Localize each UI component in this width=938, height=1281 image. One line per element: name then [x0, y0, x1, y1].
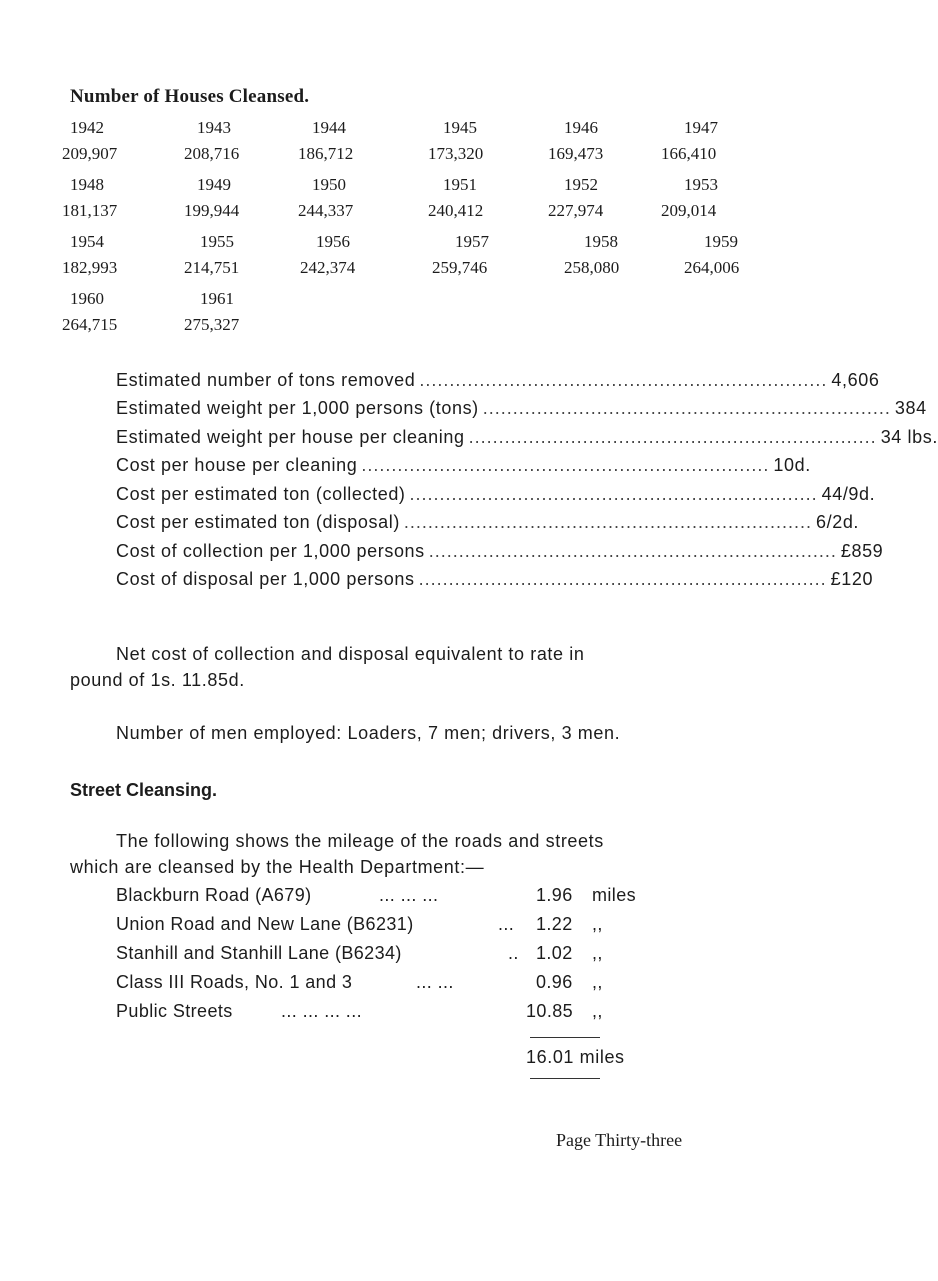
year-cell: 1954 [70, 232, 104, 251]
year-cell: 1950 [312, 175, 346, 194]
page-footer: Page Thirty-three [556, 1130, 683, 1150]
road-dots: ... ... ... [379, 885, 439, 905]
year-cell: 1956 [316, 232, 350, 251]
year-cell: 1957 [455, 232, 489, 251]
value-cell: 169,473 [548, 144, 604, 163]
road-name: Blackburn Road (A679) [116, 885, 312, 905]
road-miles: 10.85 [526, 1001, 574, 1021]
stat-row: Cost of collection per 1,000 persons .................................................................... £859 [116, 540, 884, 561]
stat-label: Estimated weight per 1,000 persons (tons) [116, 398, 479, 419]
year-row [70, 118, 718, 144]
year-cell: 1960 [70, 289, 104, 308]
road-total [526, 1044, 625, 1070]
total-rule-bottom [530, 1078, 600, 1079]
value-cell: 181,137 [62, 201, 118, 220]
road-dots: .. [508, 943, 519, 963]
value-row [62, 315, 710, 341]
stat-row: Estimated weight per house per cleaning .................................................................... 34 lbs. [116, 426, 938, 447]
stat-value: 10d. [773, 455, 811, 476]
year-cell: 1947 [684, 118, 718, 137]
road-miles: 1.02 [536, 943, 573, 963]
road-row [116, 885, 676, 914]
total-miles: 16.01 [526, 1047, 575, 1067]
year-cell: 1946 [564, 118, 598, 137]
road-miles: 1.22 [536, 914, 573, 934]
value-cell: 209,014 [661, 201, 717, 220]
road-row [116, 943, 676, 972]
road-row [116, 972, 676, 1001]
value-cell: 275,327 [184, 315, 240, 334]
value-cell: 186,712 [298, 144, 354, 163]
road-unit: ,, [592, 943, 603, 963]
road-dots: ... [498, 914, 515, 934]
net-cost-line-1: Net cost of collection and disposal equivalent to rate in [116, 644, 585, 664]
stat-value: £859 [840, 540, 884, 561]
houses-cleansed-heading: Number of Houses Cleansed. [70, 86, 310, 107]
stat-value: 4,606 [831, 369, 880, 390]
value-cell: 182,993 [62, 258, 118, 277]
street-cleansing-heading: Street Cleansing. [70, 780, 218, 800]
value-cell: 259,746 [432, 258, 488, 277]
stat-row: Cost per house per cleaning .................................................................... 10d. [116, 455, 811, 476]
year-cell: 1942 [70, 118, 104, 137]
value-row [62, 258, 740, 284]
year-cell: 1955 [200, 232, 234, 251]
value-cell: 258,080 [564, 258, 620, 277]
road-mileage-list [116, 885, 676, 1030]
value-cell: 264,715 [62, 315, 118, 334]
road-name: Public Streets [116, 1001, 233, 1021]
stat-label: Cost per estimated ton (disposal) [116, 512, 400, 533]
stat-value: 34 lbs. [880, 426, 938, 447]
value-cell: 214,751 [184, 258, 240, 277]
year-cell: 1944 [312, 118, 346, 137]
total-rule-top [530, 1037, 600, 1038]
year-row [70, 289, 710, 315]
stat-row: Cost of disposal per 1,000 persons .................................................................... £120 [116, 569, 874, 590]
year-cell: 1952 [564, 175, 598, 194]
year-cell: 1959 [704, 232, 738, 251]
stat-value: 384 [894, 398, 927, 419]
stat-row: Estimated weight per 1,000 persons (tons) .................................................................... 384 [116, 398, 927, 419]
stat-label: Cost of collection per 1,000 persons [116, 540, 425, 561]
value-cell: 173,320 [428, 144, 484, 163]
year-cell: 1945 [443, 118, 477, 137]
value-row [62, 144, 717, 170]
year-row [70, 175, 718, 201]
stat-value: £120 [830, 569, 874, 590]
road-unit: miles [592, 885, 637, 905]
value-cell: 264,006 [684, 258, 740, 277]
stat-row: Estimated number of tons removed .................................................................... 4,606 [116, 369, 880, 390]
stat-value: 44/9d. [821, 483, 876, 504]
road-unit: ,, [592, 972, 603, 992]
stat-label: Cost per estimated ton (collected) [116, 483, 406, 504]
road-row [116, 1001, 676, 1030]
value-cell: 244,337 [298, 201, 354, 220]
value-cell: 208,716 [184, 144, 240, 163]
road-unit: ,, [592, 1001, 603, 1021]
value-cell: 166,410 [661, 144, 717, 163]
year-cell: 1958 [584, 232, 618, 251]
stat-label: Cost of disposal per 1,000 persons [116, 569, 415, 590]
road-name: Class III Roads, No. 1 and 3 [116, 972, 353, 992]
year-cell: 1951 [443, 175, 477, 194]
year-cell: 1948 [70, 175, 104, 194]
value-cell: 240,412 [428, 201, 484, 220]
stat-label: Estimated weight per house per cleaning [116, 426, 465, 447]
value-cell: 199,944 [184, 201, 240, 220]
road-name: Union Road and New Lane (B6231) [116, 914, 414, 934]
road-dots: ... ... [416, 972, 454, 992]
year-cell: 1953 [684, 175, 718, 194]
stat-label: Cost per house per cleaning [116, 455, 358, 476]
value-cell: 242,374 [300, 258, 356, 277]
stat-value: 6/2d. [816, 512, 860, 533]
road-row [116, 914, 676, 943]
stat-row: Cost per estimated ton (collected) .................................................................... 44/9d. [116, 483, 876, 504]
street-intro-line-2: which are cleansed by the Health Department:— [70, 857, 485, 877]
value-cell: 209,907 [62, 144, 118, 163]
houses-cleansed-table [62, 118, 740, 341]
road-miles: 0.96 [536, 972, 573, 992]
year-cell: 1949 [197, 175, 231, 194]
stat-row: Cost per estimated ton (disposal) .................................................................... 6/2d. [116, 512, 860, 533]
road-dots: ... ... ... ... [281, 1001, 363, 1021]
road-unit: ,, [592, 914, 603, 934]
year-cell: 1961 [200, 289, 234, 308]
value-cell: 227,974 [548, 201, 604, 220]
street-intro-line-1: The following shows the mileage of the roads and streets [116, 831, 604, 851]
men-employed-text: Number of men employed: Loaders, 7 men; drivers, 3 men. [116, 723, 621, 743]
year-row [70, 232, 738, 258]
value-row [62, 201, 717, 227]
net-cost-line-2: pound of 1s. 11.85d. [70, 670, 245, 690]
total-unit: miles [579, 1047, 625, 1067]
road-name: Stanhill and Stanhill Lane (B6234) [116, 943, 402, 963]
stat-label: Estimated number of tons removed [116, 369, 416, 390]
cleansing-statistics [116, 366, 938, 594]
road-miles: 1.96 [536, 885, 573, 905]
year-cell: 1943 [197, 118, 231, 137]
